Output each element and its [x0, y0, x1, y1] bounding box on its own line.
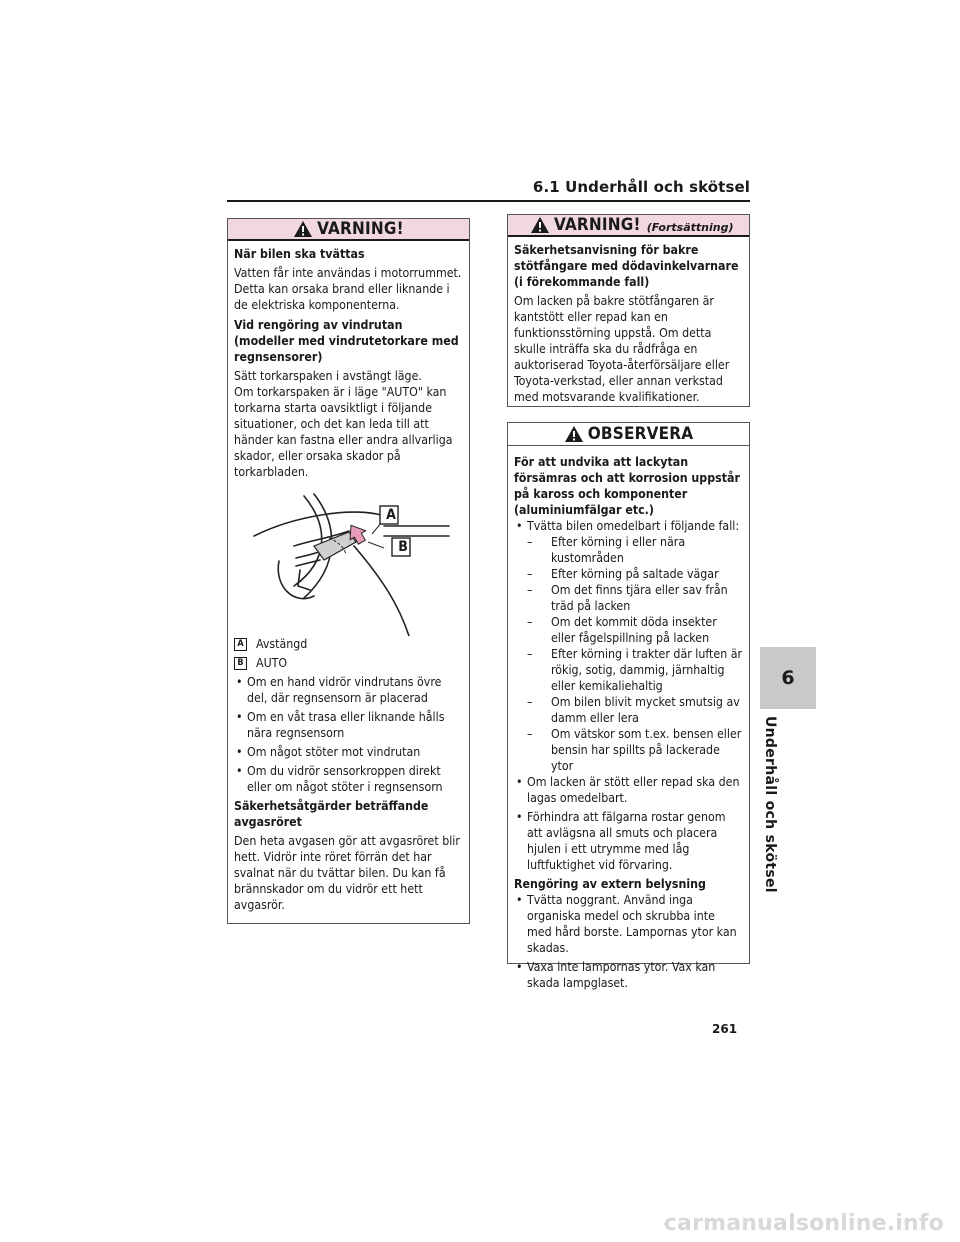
sub-list-item: – Efter körning på saltade vägar: [527, 566, 743, 582]
sub-list-item: – Om det kommit döda insekter eller fågelspillning på lacken: [527, 614, 743, 646]
warning-triangle-icon: [564, 425, 584, 443]
legend-text: AUTO: [256, 656, 288, 670]
warning-box-right: [507, 214, 750, 407]
paragraph: Sätt torkarspaken i avstängt läge.: [234, 369, 422, 383]
wiper-lever-illustration: [234, 486, 464, 636]
legend-key: B: [234, 657, 247, 670]
section-heading: Rengöring av extern belysning: [514, 877, 706, 891]
list-item: • Tvätta noggrant. Använd inga organiska medel och skrubba inte med hård borste. Lampornas ytor kan skadas.: [514, 892, 743, 956]
header-rule: [227, 200, 750, 202]
warning-triangle-icon: [293, 220, 313, 238]
callout-b: B: [398, 539, 408, 555]
list-item: • Tvätta bilen omedelbart i följande fall:: [514, 518, 743, 534]
paragraph: Vatten får inte användas i motorrummet. Detta kan orsaka brand eller liknande i de elektriska komponenterna.: [234, 266, 462, 312]
paragraph: Om lacken på bakre stötfångaren är kantstött eller repad kan en funktionsstörning uppstå. Om detta skulle inträffa ska du rådfråga en auktoriserad Toyota-återförsäljare eller Toyota-verkstad, eller annan verkstad med motsvarande kvalifikationer.: [514, 294, 730, 404]
section-heading: För att undvika att lackytan försämras och att korrosion uppstår på kaross och komponenter (aluminiumfälgar etc.): [514, 455, 740, 517]
list-item: • Förhindra att fälgarna rostar genom att avlägsna all smuts och placera hjulen i ett utrymme med låg luftfuktighet vid förvaring.: [514, 809, 743, 873]
notice-header: [508, 423, 749, 446]
paragraph: Om torkarspaken är i läge "AUTO" kan torkarna starta oavsiktligt i följande situationer, och det kan leda till att händer kan fastna eller andra allvarliga skador, eller orsaka skador på torkarbladen.: [234, 385, 453, 479]
notice-title: OBSERVERA: [587, 424, 694, 444]
section-heading: Säkerhetsåtgärder beträffande avgasröret: [234, 799, 429, 829]
legend-key: A: [234, 638, 247, 651]
legend-item: [234, 655, 463, 671]
warning-triangle-icon: [530, 216, 550, 234]
continued-label: (Fortsättning): [646, 220, 734, 234]
list-item: • Om en våt trasa eller liknande hålls nära regnsensorn: [234, 709, 463, 741]
page-number: 261: [712, 1022, 738, 1036]
sub-list-item: – Efter körning i eller nära kustområden: [527, 534, 743, 566]
notice-box: [507, 422, 750, 990]
paragraph: Den heta avgasen gör att avgasröret blir hett. Vidrör inte röret förrän det har svalnat när du tvättar bilen. Du kan få brännskador om du vidrör ett hett avgasrör.: [234, 834, 460, 912]
list-item: • Vaxa inte lampornas ytor. Vax kan skada lampglaset.: [514, 959, 743, 991]
section-heading: Säkerhetsanvisning för bakre stötfångare med dödavinkelvarnare (i förekommande fall): [514, 243, 739, 289]
warning-title: VARNING!: [554, 215, 641, 235]
list-item: • Om du vidrör sensorkroppen direkt eller om något stöter i regnsensorn: [234, 763, 463, 795]
sub-list-item: – Efter körning i trakter där luften är rökig, sotig, dammig, järnhaltig eller kemikaliehaltig: [527, 646, 743, 694]
sub-list-item: – Om bilen blivit mycket smutsig av damm eller lera: [527, 694, 743, 726]
warning-header: [228, 219, 469, 241]
chapter-tab-label: Underhåll och skötsel: [762, 716, 778, 893]
chapter-tab[interactable]: 6: [760, 647, 816, 709]
warning-header: [508, 215, 749, 237]
list-item: • Om något stöter mot vindrutan: [234, 744, 463, 760]
callout-a: A: [386, 507, 396, 523]
list-item: • Om lacken är stött eller repad ska den lagas omedelbart.: [514, 774, 743, 806]
steering-column-drawing: [234, 486, 464, 636]
legend-item: [234, 636, 463, 652]
sub-list-item: – Om vätskor som t.ex. bensen eller bensin har spillts på lackerade ytor: [527, 726, 743, 774]
section-title: 6.1 Underhåll och skötsel: [532, 178, 750, 196]
warning-title: VARNING!: [317, 219, 404, 239]
warning-box-left: [227, 218, 470, 924]
watermark: carmanualsonline.info: [663, 1211, 944, 1236]
section-heading: När bilen ska tvättas: [234, 247, 365, 261]
sub-list-item: – Om det finns tjära eller sav från träd på lacken: [527, 582, 743, 614]
legend-text: Avstängd: [256, 637, 308, 651]
section-heading: Vid rengöring av vindrutan (modeller med vindrutetorkare med regnsensorer): [234, 318, 459, 364]
list-item: • Om en hand vidrör vindrutans övre del, där regnsensorn är placerad: [234, 674, 463, 706]
